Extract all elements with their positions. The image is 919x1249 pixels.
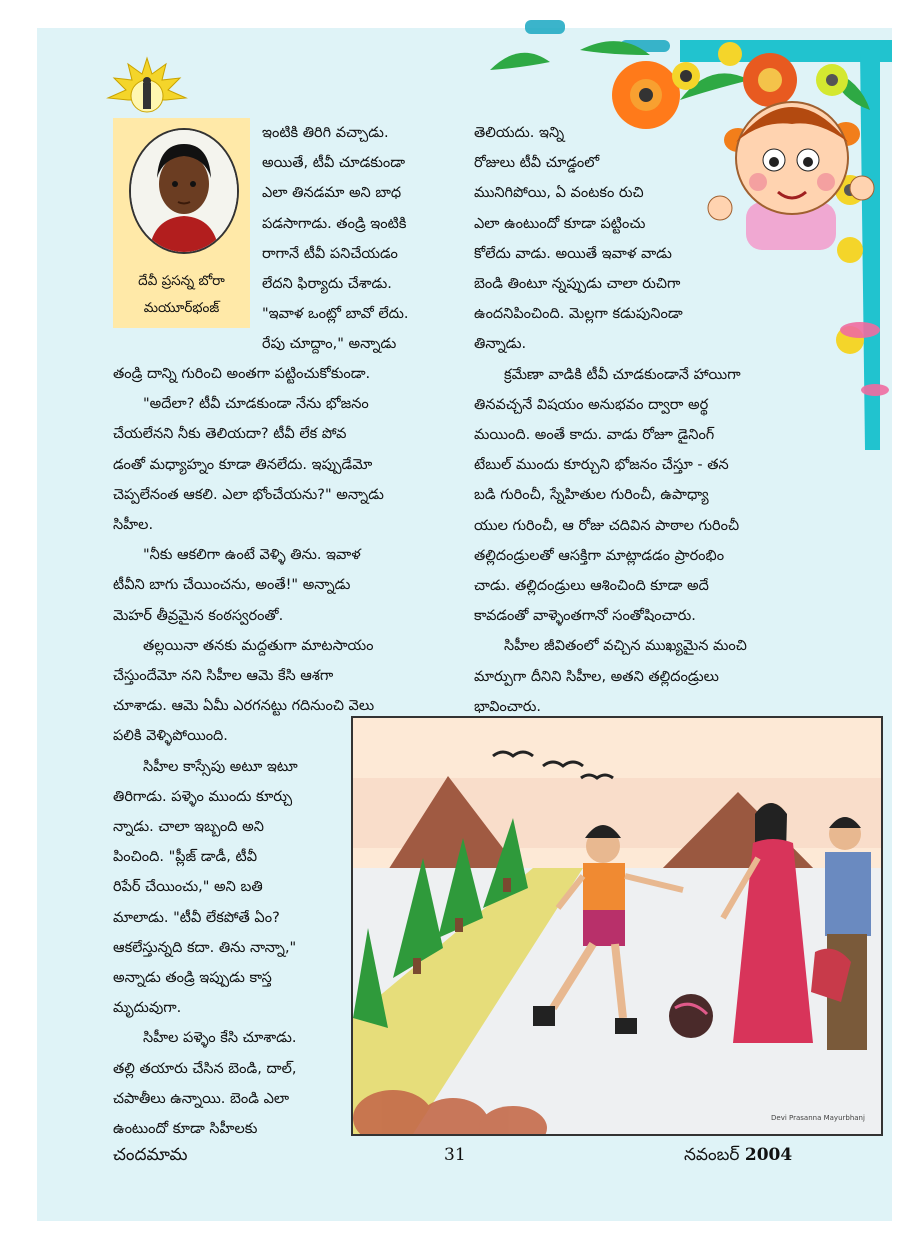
text-line: అయితే, టీవీ చూడకుండా [262, 155, 406, 172]
column-2-text [474, 118, 832, 722]
text-line: తిన్నాడు. [474, 336, 527, 353]
text-line: బెండి తింటూ న్నప్పుడు చాలా రుచిగా [474, 276, 681, 293]
text-line: సిహీల. [113, 517, 154, 534]
text-line: కావడంతో వాళ్ళెంతగానో సంతోషించారు. [474, 608, 696, 625]
text-line: పించింది. "ప్లీజ్ డాడీ, టీవీ [113, 849, 258, 866]
text-line: ఆకలేస్తున్నది కదా. తిను నాన్నా," [113, 939, 297, 956]
text-line: ఎలా తినడమా అని బాధ [262, 185, 402, 202]
text-line: అన్నాడు తండ్రి ఇప్పుడు కాస్త [113, 970, 272, 987]
text-line: భావించారు. [474, 698, 541, 715]
text-line: చపాతీలు ఉన్నాయి. బెండి ఎలా [113, 1090, 290, 1107]
text-line: పలికి వెళ్ళిపోయింది. [113, 728, 228, 745]
issue-year: 2004 [744, 1145, 793, 1165]
column-1-top-text [262, 118, 462, 360]
text-line: తల్లయినా తనకు మద్దతుగా మాటసాయం [143, 637, 374, 654]
text-line: సిహీల జీవితంలో వచ్చిన ముఖ్యమైన మంచి [504, 638, 747, 655]
artist-signature: Devi Prasanna Mayurbhanj [771, 1114, 865, 1122]
text-line: రాగానే టీవీ పనిచేయడం [262, 245, 398, 262]
text-line: ఎలా ఉంటుందో కూడా పట్టించు [474, 215, 646, 232]
drawing-boy-football-parents [353, 718, 881, 1134]
issue-date [684, 1140, 792, 1170]
author-name: దేవీ ప్రసన్న బోరా [138, 273, 225, 289]
text-line: లేదని ఫిర్యాదు చేశాడు. [262, 276, 392, 293]
text-line: ఉంటుందో కూడా సిహీలకు [113, 1121, 258, 1138]
sun-logo-icon [104, 56, 190, 120]
text-line: బడి గురించీ, స్నేహితుల గురించీ, ఉపాధ్యా [474, 487, 709, 504]
text-line: మునిగిపోయి, ఏ వంటకం రుచి [474, 185, 644, 202]
text-line: తండ్రి దాన్ని గురించి అంతగా పట్టించుకోకుండా. [113, 366, 371, 382]
text-line: మాలాడు. "టీవీ లేకపోతే ఏం? [113, 909, 280, 926]
text-line: సిహీల పళ్ళెం కేసి చూశాడు. [143, 1030, 297, 1047]
text-line: చెప్పలేనంత ఆకలి. ఎలా భోంచేయను?" అన్నాడు [113, 486, 384, 503]
text-line: సిహీల కాస్సేపు అటూ ఇటూ [143, 758, 298, 775]
portrait-image [131, 130, 237, 252]
text-line: మయింది. అంతే కాదు. వాడు రోజూ డైనింగ్ [474, 427, 715, 444]
text-line: "ఇవాళ ఒంట్లో బావో లేదు. [262, 306, 409, 323]
text-line: ఇంటికి తిరిగి వచ్చాడు. [262, 125, 389, 141]
page-number: 31 [444, 1145, 466, 1165]
issue-month: నవంబర్ [684, 1145, 740, 1165]
text-line: చాడు. తల్లిదండ్రులు ఆశించింది కూడా అదే [474, 578, 709, 595]
text-line: రిపేర్ చేయించు," అని బతి [113, 879, 263, 896]
text-line: "అదేలా? టీవీ చూడకుండా నేను భోజనం [143, 396, 369, 413]
text-line: తల్లి తయారు చేసిన బెండి, దాల్, [113, 1060, 297, 1077]
text-line: ఉందనిపించింది. మెల్లగా కడుపునిండా [474, 306, 683, 323]
text-line: "నీకు ఆకలిగా ఉంటే వెళ్ళి తిను. ఇవాళ [143, 547, 361, 564]
text-line: చేస్తుందేమో నని సిహీల ఆమె కేసి ఆశగా [113, 668, 334, 685]
text-line: తిరిగాడు. పళ్ళెం ముందు కూర్చు [113, 788, 293, 805]
text-line: చేయలేనని నీకు తెలియదా? టీవీ లేక పోవ [113, 426, 347, 443]
text-line: మృదువుగా. [113, 1000, 182, 1017]
magazine-name: చందమామ [113, 1145, 188, 1165]
text-line: తెలియదు. ఇన్ని [474, 125, 565, 141]
author-photo-box [113, 118, 250, 328]
text-line: మెహర్ తీవ్రమైన కంఠస్వరంతో. [113, 607, 284, 624]
text-line: పడసాగాడు. తండ్రి ఇంటికి [262, 215, 407, 232]
text-line: న్నాడు. చాలా ఇబ్బంది అని [113, 819, 264, 836]
text-line: కోలేదు వాడు. అయితే ఇవాళ వాడు [474, 245, 672, 262]
text-line: టేబుల్ ముందు కూర్చుని భోజనం చేస్తూ - తన [474, 457, 729, 474]
text-line: రోజులు టీవీ చూడ్డంలో [474, 155, 600, 172]
text-line: చూశాడు. ఆమె ఏమీ ఎరగనట్టు గదినుంచి వెలు [113, 698, 375, 715]
text-line: డంతో మధ్యాహ్నం కూడా తినలేదు. ఇప్పుడేమో [113, 456, 373, 473]
text-line: తినవచ్చనే విషయం అనుభవం ద్వారా అర్థ [474, 396, 709, 413]
text-line: తల్లిదండ్రులతో ఆసక్తిగా మాట్లాడడం ప్రారంభిం [474, 547, 725, 564]
text-line: క్రమేణా వాడికి టీవీ చూడకుండానే హాయిగా [504, 366, 741, 383]
story-illustration [351, 716, 883, 1136]
author-photo [129, 128, 239, 254]
text-line: టీవీని బాగు చేయించను, అంతే!" అన్నాడు [113, 577, 351, 594]
text-line: మార్పుగా దీనిని సిహీల, అతని తల్లిదండ్రులు [474, 668, 719, 685]
text-line: రేపు చూద్దాం," అన్నాడు [262, 336, 397, 353]
author-place: మయూర్‌భంజ్ [143, 300, 220, 316]
text-line: యుల గురించీ, ఆ రోజు చదివిన పాఠాల గురించీ [474, 517, 740, 534]
